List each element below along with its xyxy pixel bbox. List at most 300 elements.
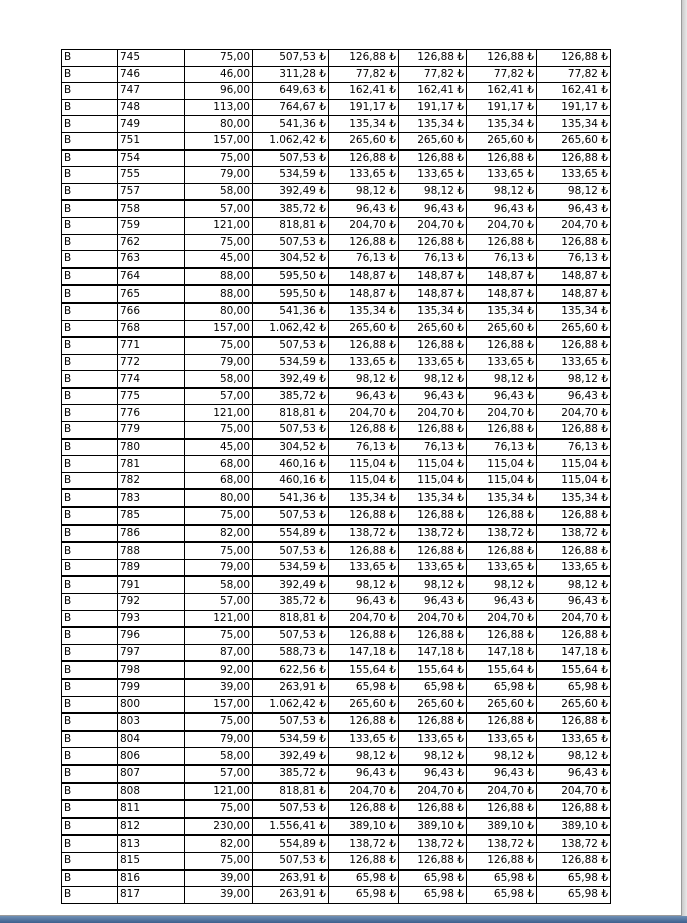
table-cell: 779 xyxy=(118,422,185,439)
table-cell: 148,87 ₺ xyxy=(399,268,467,286)
table-cell: 265,60 ₺ xyxy=(399,696,467,713)
table-row xyxy=(62,765,611,783)
table-cell: 75,00 xyxy=(185,234,253,251)
table-cell: 588,73 ₺ xyxy=(253,644,329,661)
table-cell: 135,34 ₺ xyxy=(467,116,537,133)
table-cell: 804 xyxy=(118,731,185,748)
table-cell: B xyxy=(62,337,118,354)
table-cell: 98,12 ₺ xyxy=(399,748,467,765)
table-cell: 780 xyxy=(118,439,185,456)
table-row xyxy=(62,150,611,167)
table-cell: 788 xyxy=(118,542,185,559)
table-cell: 157,00 xyxy=(185,320,253,337)
table-cell: 96,43 ₺ xyxy=(537,200,611,217)
table-cell: 76,13 ₺ xyxy=(467,439,537,456)
table-cell: 204,70 ₺ xyxy=(537,610,611,627)
table-cell: 766 xyxy=(118,303,185,320)
table-cell: 204,70 ₺ xyxy=(467,217,537,234)
table-cell: B xyxy=(62,525,118,543)
table-cell: 126,88 ₺ xyxy=(467,234,537,251)
table-cell: B xyxy=(62,818,118,836)
table-cell: 115,04 ₺ xyxy=(537,472,611,489)
table-cell: 392,49 ₺ xyxy=(253,748,329,765)
table-cell: 133,65 ₺ xyxy=(399,731,467,748)
table-row xyxy=(62,887,611,904)
table-cell: 385,72 ₺ xyxy=(253,765,329,783)
table-row xyxy=(62,354,611,371)
table-cell: 807 xyxy=(118,765,185,783)
table-cell: 126,88 ₺ xyxy=(537,542,611,559)
table-cell: 75,00 xyxy=(185,507,253,525)
table-cell: 157,00 xyxy=(185,132,253,149)
table-cell: 541,36 ₺ xyxy=(253,489,329,507)
table-cell: 507,53 ₺ xyxy=(253,50,329,67)
table-cell: 507,53 ₺ xyxy=(253,713,329,731)
table-cell: 45,00 xyxy=(185,439,253,456)
table-row xyxy=(62,644,611,661)
table-body xyxy=(62,50,611,904)
page-shadow-right xyxy=(682,0,687,916)
table-cell: 133,65 ₺ xyxy=(399,559,467,576)
table-cell: B xyxy=(62,852,118,869)
table-cell: 191,17 ₺ xyxy=(399,99,467,116)
table-cell: 96,43 ₺ xyxy=(467,388,537,405)
table-row xyxy=(62,507,611,525)
table-cell: 385,72 ₺ xyxy=(253,200,329,217)
table-cell: 126,88 ₺ xyxy=(537,50,611,67)
table-cell: 147,18 ₺ xyxy=(467,644,537,661)
table-cell: 77,82 ₺ xyxy=(329,66,399,83)
table-cell: 806 xyxy=(118,748,185,765)
table-cell: 98,12 ₺ xyxy=(537,576,611,593)
table-cell: 133,65 ₺ xyxy=(399,167,467,184)
table-cell: 554,89 ₺ xyxy=(253,835,329,852)
table-row xyxy=(62,594,611,611)
table-cell: 507,53 ₺ xyxy=(253,234,329,251)
table-cell: 507,53 ₺ xyxy=(253,150,329,167)
table-cell: 126,88 ₺ xyxy=(537,627,611,644)
table-cell: 82,00 xyxy=(185,835,253,852)
table-cell: 79,00 xyxy=(185,731,253,748)
table-cell: 133,65 ₺ xyxy=(537,731,611,748)
table-cell: 649,63 ₺ xyxy=(253,83,329,100)
table-cell: B xyxy=(62,610,118,627)
table-cell: 148,87 ₺ xyxy=(467,268,537,286)
table-row xyxy=(62,800,611,818)
table-cell: 534,59 ₺ xyxy=(253,731,329,748)
table-cell: 772 xyxy=(118,354,185,371)
table-cell: 77,82 ₺ xyxy=(537,66,611,83)
table-row xyxy=(62,576,611,593)
table-cell: 389,10 ₺ xyxy=(537,818,611,836)
table-cell: 58,00 xyxy=(185,183,253,200)
table-cell: 58,00 xyxy=(185,371,253,388)
table-cell: 39,00 xyxy=(185,870,253,887)
table-cell: 133,65 ₺ xyxy=(537,559,611,576)
table-cell: B xyxy=(62,388,118,405)
table-cell: B xyxy=(62,594,118,611)
table-cell: B xyxy=(62,50,118,67)
table-cell: 96,43 ₺ xyxy=(537,594,611,611)
table-cell: 75,00 xyxy=(185,422,253,439)
table-cell: 57,00 xyxy=(185,388,253,405)
table-cell: 58,00 xyxy=(185,576,253,593)
table-row xyxy=(62,525,611,543)
table-cell: 162,41 ₺ xyxy=(329,83,399,100)
table-cell: 800 xyxy=(118,696,185,713)
table-cell: 98,12 ₺ xyxy=(399,371,467,388)
table-cell: B xyxy=(62,507,118,525)
table-cell: B xyxy=(62,696,118,713)
table-row xyxy=(62,371,611,388)
table-cell: B xyxy=(62,679,118,696)
table-cell: 115,04 ₺ xyxy=(329,472,399,489)
table-cell: 204,70 ₺ xyxy=(399,783,467,801)
table-cell: 1.062,42 ₺ xyxy=(253,132,329,149)
table-cell: 781 xyxy=(118,456,185,473)
table-cell: 126,88 ₺ xyxy=(329,507,399,525)
table-cell: 796 xyxy=(118,627,185,644)
table-cell: 126,88 ₺ xyxy=(329,150,399,167)
table-cell: 265,60 ₺ xyxy=(537,320,611,337)
table-cell: 65,98 ₺ xyxy=(329,870,399,887)
table-row xyxy=(62,713,611,731)
table-cell: 265,60 ₺ xyxy=(537,696,611,713)
table-cell: 133,65 ₺ xyxy=(329,559,399,576)
table-cell: 126,88 ₺ xyxy=(467,800,537,818)
table-row xyxy=(62,661,611,679)
table-cell: 39,00 xyxy=(185,679,253,696)
table-cell: 791 xyxy=(118,576,185,593)
table-cell: B xyxy=(62,320,118,337)
table-cell: 786 xyxy=(118,525,185,543)
table-cell: 148,87 ₺ xyxy=(537,268,611,286)
table-cell: 135,34 ₺ xyxy=(537,489,611,507)
table-cell: 76,13 ₺ xyxy=(329,251,399,268)
table-cell: 126,88 ₺ xyxy=(399,713,467,731)
table-cell: 507,53 ₺ xyxy=(253,852,329,869)
table-cell: 133,65 ₺ xyxy=(537,167,611,184)
table-cell: 803 xyxy=(118,713,185,731)
table-cell: 133,65 ₺ xyxy=(399,354,467,371)
table-cell: 507,53 ₺ xyxy=(253,337,329,354)
table-cell: 135,34 ₺ xyxy=(329,489,399,507)
table-row xyxy=(62,268,611,286)
table-cell: 138,72 ₺ xyxy=(537,525,611,543)
table-cell: 98,12 ₺ xyxy=(467,748,537,765)
table-cell: B xyxy=(62,167,118,184)
table-cell: B xyxy=(62,200,118,217)
table-cell: 80,00 xyxy=(185,489,253,507)
table-cell: 162,41 ₺ xyxy=(537,83,611,100)
table-cell: 96,43 ₺ xyxy=(329,388,399,405)
table-cell: 191,17 ₺ xyxy=(329,99,399,116)
table-cell: 126,88 ₺ xyxy=(399,150,467,167)
table-cell: 135,34 ₺ xyxy=(399,116,467,133)
table-cell: 126,88 ₺ xyxy=(537,713,611,731)
table-cell: B xyxy=(62,576,118,593)
table-cell: 126,88 ₺ xyxy=(329,337,399,354)
table-cell: 65,98 ₺ xyxy=(467,679,537,696)
table-cell: 57,00 xyxy=(185,594,253,611)
table-row xyxy=(62,116,611,133)
table-cell: 126,88 ₺ xyxy=(467,337,537,354)
table-cell: B xyxy=(62,371,118,388)
table-cell: 96,43 ₺ xyxy=(399,388,467,405)
table-cell: 776 xyxy=(118,405,185,422)
table-cell: 138,72 ₺ xyxy=(467,525,537,543)
table-cell: 45,00 xyxy=(185,251,253,268)
table-cell: 148,87 ₺ xyxy=(467,285,537,303)
table-cell: 818,81 ₺ xyxy=(253,610,329,627)
table-cell: 126,88 ₺ xyxy=(399,542,467,559)
table-cell: 764 xyxy=(118,268,185,286)
table-cell: B xyxy=(62,472,118,489)
table-cell: 771 xyxy=(118,337,185,354)
table-cell: 98,12 ₺ xyxy=(467,371,537,388)
table-cell: 65,98 ₺ xyxy=(537,870,611,887)
table-cell: 98,12 ₺ xyxy=(537,748,611,765)
table-cell: 126,88 ₺ xyxy=(329,800,399,818)
table-cell: 265,60 ₺ xyxy=(399,132,467,149)
table-cell: B xyxy=(62,783,118,801)
table-cell: B xyxy=(62,644,118,661)
table-cell: 507,53 ₺ xyxy=(253,507,329,525)
table-cell: B xyxy=(62,66,118,83)
table-cell: 126,88 ₺ xyxy=(467,542,537,559)
table-cell: 126,88 ₺ xyxy=(399,422,467,439)
table-cell: 389,10 ₺ xyxy=(399,818,467,836)
table-cell: 135,34 ₺ xyxy=(399,489,467,507)
table-cell: 204,70 ₺ xyxy=(537,783,611,801)
table-cell: B xyxy=(62,748,118,765)
table-cell: B xyxy=(62,800,118,818)
table-cell: 204,70 ₺ xyxy=(467,405,537,422)
table-cell: B xyxy=(62,765,118,783)
table-cell: 191,17 ₺ xyxy=(537,99,611,116)
table-row xyxy=(62,627,611,644)
table-cell: 57,00 xyxy=(185,765,253,783)
table-cell: 155,64 ₺ xyxy=(467,661,537,679)
table-cell: 751 xyxy=(118,132,185,149)
table-cell: 68,00 xyxy=(185,472,253,489)
table-cell: 138,72 ₺ xyxy=(329,525,399,543)
table-cell: 765 xyxy=(118,285,185,303)
table-cell: 311,28 ₺ xyxy=(253,66,329,83)
table-cell: 77,82 ₺ xyxy=(399,66,467,83)
table-cell: 748 xyxy=(118,99,185,116)
table-cell: 126,88 ₺ xyxy=(399,800,467,818)
table-cell: 133,65 ₺ xyxy=(537,354,611,371)
table-cell: B xyxy=(62,627,118,644)
table-cell: 126,88 ₺ xyxy=(329,542,399,559)
table-cell: 808 xyxy=(118,783,185,801)
table-cell: 768 xyxy=(118,320,185,337)
table-cell: 98,12 ₺ xyxy=(467,183,537,200)
table-cell: B xyxy=(62,234,118,251)
table-cell: 798 xyxy=(118,661,185,679)
table-cell: B xyxy=(62,354,118,371)
table-cell: 304,52 ₺ xyxy=(253,251,329,268)
table-cell: 389,10 ₺ xyxy=(329,818,399,836)
table-cell: 204,70 ₺ xyxy=(329,783,399,801)
table-cell: 115,04 ₺ xyxy=(467,456,537,473)
table-cell: 76,13 ₺ xyxy=(329,439,399,456)
table-cell: 747 xyxy=(118,83,185,100)
table-cell: 813 xyxy=(118,835,185,852)
table-cell: 121,00 xyxy=(185,405,253,422)
table-cell: 126,88 ₺ xyxy=(399,507,467,525)
table-cell: 148,87 ₺ xyxy=(537,285,611,303)
table-cell: 75,00 xyxy=(185,713,253,731)
table-cell: B xyxy=(62,183,118,200)
table-cell: B xyxy=(62,439,118,456)
table-cell: 98,12 ₺ xyxy=(537,183,611,200)
table-cell: 98,12 ₺ xyxy=(537,371,611,388)
table-cell: 138,72 ₺ xyxy=(399,525,467,543)
table-cell: 39,00 xyxy=(185,887,253,904)
table-cell: B xyxy=(62,542,118,559)
table-cell: B xyxy=(62,303,118,320)
table-cell: B xyxy=(62,285,118,303)
table-cell: B xyxy=(62,150,118,167)
table-cell: 126,88 ₺ xyxy=(537,150,611,167)
table-row xyxy=(62,731,611,748)
table-cell: 65,98 ₺ xyxy=(537,887,611,904)
table-cell: 595,50 ₺ xyxy=(253,268,329,286)
table-cell: 818,81 ₺ xyxy=(253,783,329,801)
table-cell: 65,98 ₺ xyxy=(467,887,537,904)
table-cell: 392,49 ₺ xyxy=(253,371,329,388)
table-cell: B xyxy=(62,835,118,852)
table-cell: 80,00 xyxy=(185,116,253,133)
table-cell: 126,88 ₺ xyxy=(467,507,537,525)
table-cell: 817 xyxy=(118,887,185,904)
table-cell: 157,00 xyxy=(185,696,253,713)
table-cell: 115,04 ₺ xyxy=(467,472,537,489)
table-cell: B xyxy=(62,217,118,234)
table-cell: 96,00 xyxy=(185,83,253,100)
table-cell: 57,00 xyxy=(185,200,253,217)
table-cell: 762 xyxy=(118,234,185,251)
table-cell: 204,70 ₺ xyxy=(399,405,467,422)
table-cell: B xyxy=(62,870,118,887)
table-cell: B xyxy=(62,116,118,133)
table-cell: 755 xyxy=(118,167,185,184)
table-cell: 87,00 xyxy=(185,644,253,661)
table-cell: 622,56 ₺ xyxy=(253,661,329,679)
table-cell: 147,18 ₺ xyxy=(399,644,467,661)
table-cell: B xyxy=(62,83,118,100)
table-cell: 789 xyxy=(118,559,185,576)
table-cell: 138,72 ₺ xyxy=(537,835,611,852)
table-cell: 98,12 ₺ xyxy=(329,576,399,593)
table-cell: 204,70 ₺ xyxy=(467,783,537,801)
table-cell: 534,59 ₺ xyxy=(253,559,329,576)
table-row xyxy=(62,439,611,456)
table-cell: 96,43 ₺ xyxy=(467,594,537,611)
table-cell: 75,00 xyxy=(185,542,253,559)
table-cell: 148,87 ₺ xyxy=(399,285,467,303)
table-cell: 65,98 ₺ xyxy=(467,870,537,887)
table-cell: 204,70 ₺ xyxy=(399,217,467,234)
table-cell: 133,65 ₺ xyxy=(467,731,537,748)
table-cell: 162,41 ₺ xyxy=(467,83,537,100)
table-row xyxy=(62,818,611,836)
table-cell: 265,60 ₺ xyxy=(537,132,611,149)
table-cell: 88,00 xyxy=(185,285,253,303)
table-row xyxy=(62,783,611,801)
table-cell: 115,04 ₺ xyxy=(537,456,611,473)
table-cell: 133,65 ₺ xyxy=(329,354,399,371)
table-cell: 818,81 ₺ xyxy=(253,217,329,234)
table-cell: B xyxy=(62,456,118,473)
table-cell: 65,98 ₺ xyxy=(399,679,467,696)
table-row xyxy=(62,610,611,627)
table-cell: 121,00 xyxy=(185,783,253,801)
table-cell: 65,98 ₺ xyxy=(537,679,611,696)
table-cell: 98,12 ₺ xyxy=(329,183,399,200)
table-cell: B xyxy=(62,489,118,507)
table-cell: 126,88 ₺ xyxy=(467,422,537,439)
table-cell: 507,53 ₺ xyxy=(253,800,329,818)
table-cell: 126,88 ₺ xyxy=(467,150,537,167)
table-cell: 76,13 ₺ xyxy=(399,251,467,268)
table-cell: 204,70 ₺ xyxy=(329,405,399,422)
table-cell: 135,34 ₺ xyxy=(467,303,537,320)
table-row xyxy=(62,835,611,852)
table-cell: 126,88 ₺ xyxy=(467,627,537,644)
table-cell: 96,43 ₺ xyxy=(399,200,467,217)
table-cell: 507,53 ₺ xyxy=(253,542,329,559)
table-cell: 265,60 ₺ xyxy=(467,132,537,149)
table-row xyxy=(62,748,611,765)
table-row xyxy=(62,405,611,422)
table-cell: 115,04 ₺ xyxy=(329,456,399,473)
table-cell: 265,60 ₺ xyxy=(467,696,537,713)
table-cell: 138,72 ₺ xyxy=(329,835,399,852)
table-cell: 133,65 ₺ xyxy=(467,354,537,371)
table-cell: 82,00 xyxy=(185,525,253,543)
table-cell: 115,04 ₺ xyxy=(399,456,467,473)
table-cell: 126,88 ₺ xyxy=(329,852,399,869)
table-cell: 155,64 ₺ xyxy=(329,661,399,679)
table-cell: 79,00 xyxy=(185,354,253,371)
table-cell: B xyxy=(62,713,118,731)
table-cell: 263,91 ₺ xyxy=(253,679,329,696)
table-cell: 75,00 xyxy=(185,852,253,869)
table-cell: 595,50 ₺ xyxy=(253,285,329,303)
table-cell: 799 xyxy=(118,679,185,696)
table-cell: B xyxy=(62,661,118,679)
table-cell: 126,88 ₺ xyxy=(399,627,467,644)
spreadsheet-table xyxy=(61,49,611,904)
table-cell: 204,70 ₺ xyxy=(329,610,399,627)
table-cell: 541,36 ₺ xyxy=(253,116,329,133)
table-cell: 126,88 ₺ xyxy=(399,852,467,869)
table-cell: 79,00 xyxy=(185,559,253,576)
table-cell: 126,88 ₺ xyxy=(537,337,611,354)
table-cell: 76,13 ₺ xyxy=(399,439,467,456)
table-cell: 126,88 ₺ xyxy=(399,50,467,67)
table-cell: 75,00 xyxy=(185,150,253,167)
table-cell: 135,34 ₺ xyxy=(329,303,399,320)
table-cell: 98,12 ₺ xyxy=(467,576,537,593)
table-cell: 126,88 ₺ xyxy=(537,234,611,251)
table-cell: 204,70 ₺ xyxy=(399,610,467,627)
table-cell: 1.062,42 ₺ xyxy=(253,320,329,337)
table-cell: 135,34 ₺ xyxy=(329,116,399,133)
